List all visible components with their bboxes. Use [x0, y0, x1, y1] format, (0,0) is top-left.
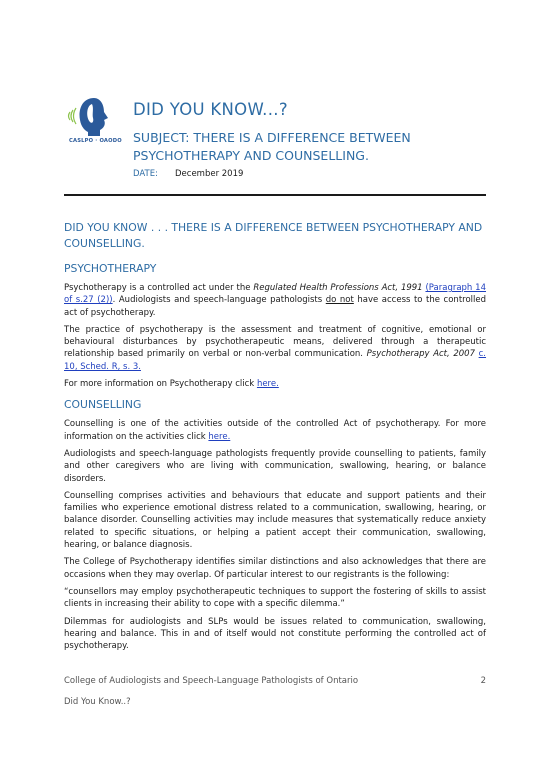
- act-name: Regulated Health Professions Act, 1991: [253, 283, 423, 293]
- footer: [64, 676, 486, 686]
- psychotherapy-paragraph-3: [64, 378, 486, 390]
- counselling-quote: “counsellors may employ psychotherapeutic techniques to support the fostering of skills to assist clients in increasing their ability to cope with a specific dilemma.”: [64, 586, 486, 610]
- footer-document-name: Did You Know..?: [64, 697, 131, 707]
- counselling-paragraph-6: Dilemmas for audiologists and SLPs would be issues related to communication, swallowing, hearing and balance. This in and of itself would not constitute performing the controlled act of psychotherapy.: [64, 616, 486, 652]
- counselling-paragraph-2: Audiologists and speech-language pathologists frequently provide counselling to patients, family and other caregivers who are living with communication, swallowing, hearing, or balance disorders.: [64, 448, 486, 484]
- text-run: Counselling is one of the activities outside of the controlled Act of psychotherapy. For more information on the activities click: [64, 419, 486, 442]
- text-run: Psychotherapy is a controlled act under the: [64, 283, 254, 293]
- date-label: DATE:: [133, 169, 158, 179]
- caslpo-logo-icon: [64, 92, 116, 154]
- text-run: The practice of psychotherapy is the assessment and treatment of cognitive, emotional or behavioural disturbances by psychotherapeutic means, delivered through a therapeutic relationship based primarily on verbal or non-verbal communication.: [64, 324, 486, 360]
- document-subject: SUBJECT: THERE IS A DIFFERENCE BETWEEN PSYCHOTHERAPY AND COUNSELLING.: [133, 130, 411, 163]
- counselling-activities-link[interactable]: here.: [208, 431, 231, 442]
- act-name: Psychotherapy Act, 2007: [366, 349, 475, 360]
- counselling-paragraph-4: The College of Psychotherapy identifies similar distinctions and also acknowledges that there are occasions when they may overlap. Of particular interest to our registrants is the following:: [64, 557, 486, 580]
- main-heading: DID YOU KNOW . . . THERE IS A DIFFERENCE BETWEEN PSYCHOTHERAPY AND COUNSELLING.: [64, 221, 483, 250]
- emphasis-do-not: do not: [325, 295, 354, 306]
- logo-text: CASLPO · OAODO: [69, 138, 122, 144]
- paragraph-14-link[interactable]: (Paragraph 14 of s.27 (2)): [64, 283, 487, 306]
- psychotherapy-more-info-link[interactable]: here.: [256, 379, 279, 390]
- page-number: 2: [480, 676, 486, 686]
- footer-organization: College of Audiologists and Speech-Language Pathologists of Ontario: [64, 676, 359, 686]
- text-run: . Audiologists and speech-language pathologists: [112, 295, 326, 306]
- header-divider: [64, 194, 486, 196]
- text-run: have access to the controlled act of psychotherapy.: [64, 295, 487, 318]
- counselling-heading: COUNSELLING: [64, 398, 142, 412]
- psychotherapy-act-link[interactable]: c. 10, Sched. R, s. 3.: [64, 349, 487, 372]
- date-value: December 2019: [175, 169, 244, 179]
- text-run: For more information on Psychotherapy click: [64, 379, 257, 390]
- counselling-paragraph-3: Counselling comprises activities and behaviours that educate and support patients and their families who experience emotional distress related to a communication, swallowing, hearing, or balance disorder. Counselling activities may include measures that systematically reduce anxiety related to specific situations, or helping a patient accept their communication, swallowing, hearing, or balance diagnosis.: [64, 490, 486, 551]
- counselling-paragraph-1: [64, 418, 486, 443]
- document-title: DID YOU KNOW...?: [133, 100, 288, 119]
- psychotherapy-heading: PSYCHOTHERAPY: [64, 262, 157, 275]
- document-body: [64, 220, 486, 657]
- psychotherapy-paragraph-1: [64, 282, 486, 319]
- psychotherapy-paragraph-2: [64, 324, 486, 373]
